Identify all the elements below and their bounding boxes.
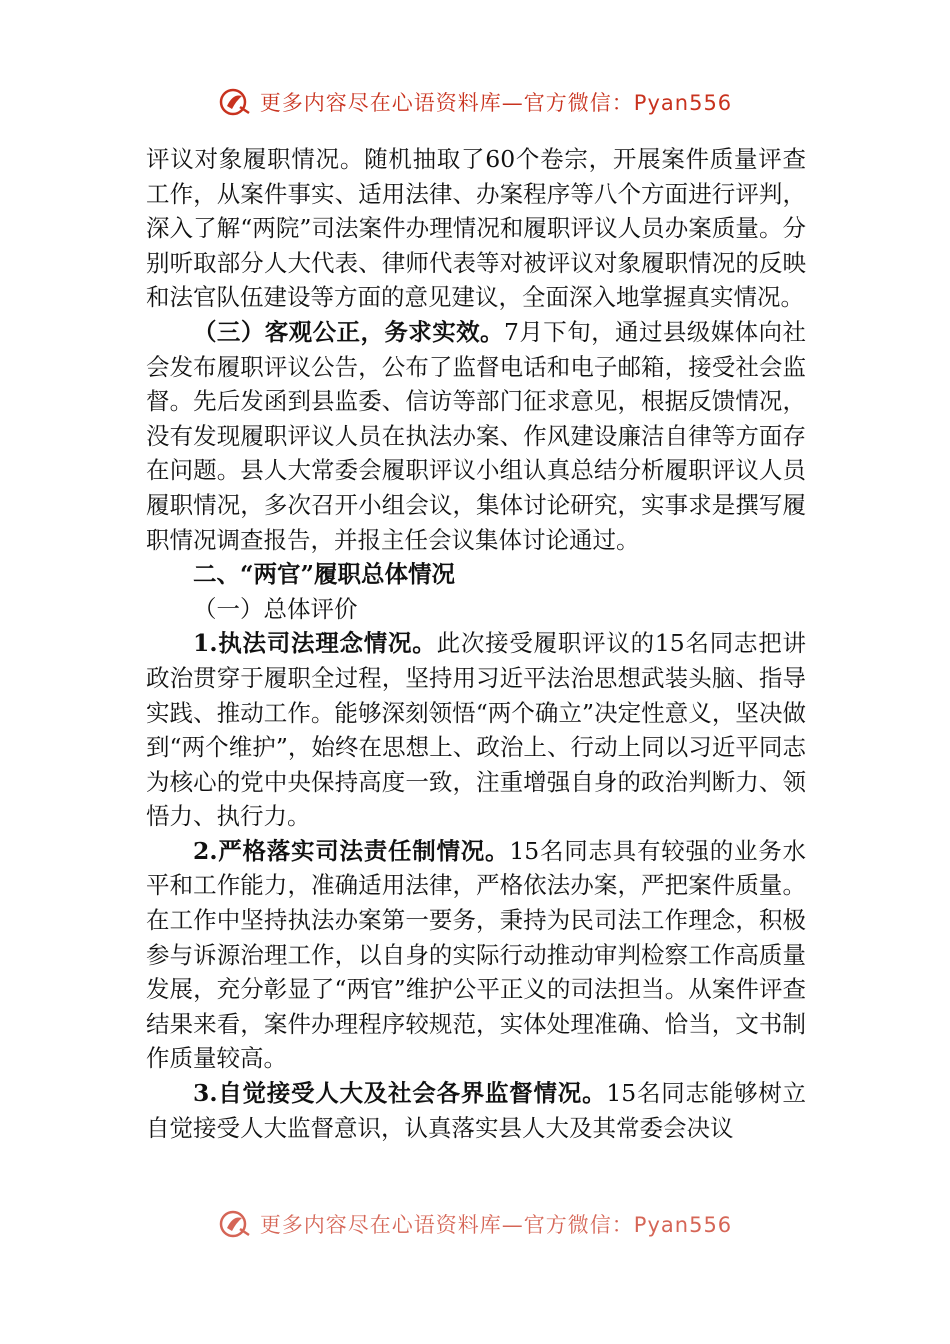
watermark-footer [0,1204,950,1244]
logo-icon [218,87,252,117]
paragraph-lead: 1.执法司法理念情况。 [193,629,437,658]
watermark-header [0,82,950,122]
logo-icon [218,1209,252,1239]
paragraph-text: 7月下旬，通过县级媒体向社会发布履职评议公告，公布了监督电话和电子邮箱，接受社会监督。先后发函到县监委、信访等部门征求意见，根据反馈情况，没有发现履职评议人员在执法办案、作风建设廉洁自律等方面存在问题。县人大常委会履职评议小组认真总结分析履职评议人员履职情况，多次召开小组会议，集体讨论研究，实事求是撰写履职情况调查报告，并报主任会议集体讨论通过。 [146,317,806,554]
subsection-heading: （一）总体评价 [193,594,358,623]
paragraph [146,834,806,1076]
paragraph-text: 15名同志能够树立自觉接受人大监督意识，认真落实县人大及其常委会决议 [146,1079,806,1142]
paragraph-lead: 2.严格落实司法责任制情况。 [193,836,510,865]
paragraph-lead: 3.自觉接受人大及社会各界监督情况。 [193,1079,607,1108]
paragraph-text: 此次接受履职评议的15名同志把讲政治贯穿于履职全过程，坚持用习近平法治思想武装头脑、指导实践、推动工作。能够深刻领悟“两个确立”决定性意义，坚决做到“两个维护”，始终在思想上、政治上、行动上同以习近平同志为核心的党中央保持高度一致，注重增强自身的政治判断力、领悟力、执行力。 [146,629,806,831]
paragraph [146,1076,806,1145]
paragraph-lead: （三）客观公正，务求实效。 [193,317,504,346]
section-heading: 二、“两官”履职总体情况 [193,560,456,589]
paragraph [146,315,806,557]
paragraph [146,626,806,834]
document-body [146,142,806,1145]
watermark-text: 更多内容尽在心语资料库—官方微信：Pyan556 [259,1213,733,1237]
paragraph: 评议对象履职情况。随机抽取了60个卷宗，开展案件质量评查工作，从案件事实、适用法律、办案程序等八个方面进行评判，深入了解“两院”司法案件办理情况和履职评议人员办案质量。分别听取部分人大代表、律师代表等对被评议对象履职情况的反映和法官队伍建设等方面的意见建议，全面深入地掌握真实情况。 [146,145,806,312]
paragraph-text: 15名同志具有较强的业务水平和工作能力，准确适用法律，严格依法办案，严把案件质量。在工作中坚持执法办案第一要务，秉持为民司法工作理念，积极参与诉源治理工作，以自身的实际行动推动审判检察工作高质量发展，充分彰显了“两官”维护公平正义的司法担当。从案件评查结果来看，案件办理程序较规范，实体处理准确、恰当，文书制作质量较高。 [146,836,806,1073]
watermark-text: 更多内容尽在心语资料库—官方微信：Pyan556 [259,91,733,115]
